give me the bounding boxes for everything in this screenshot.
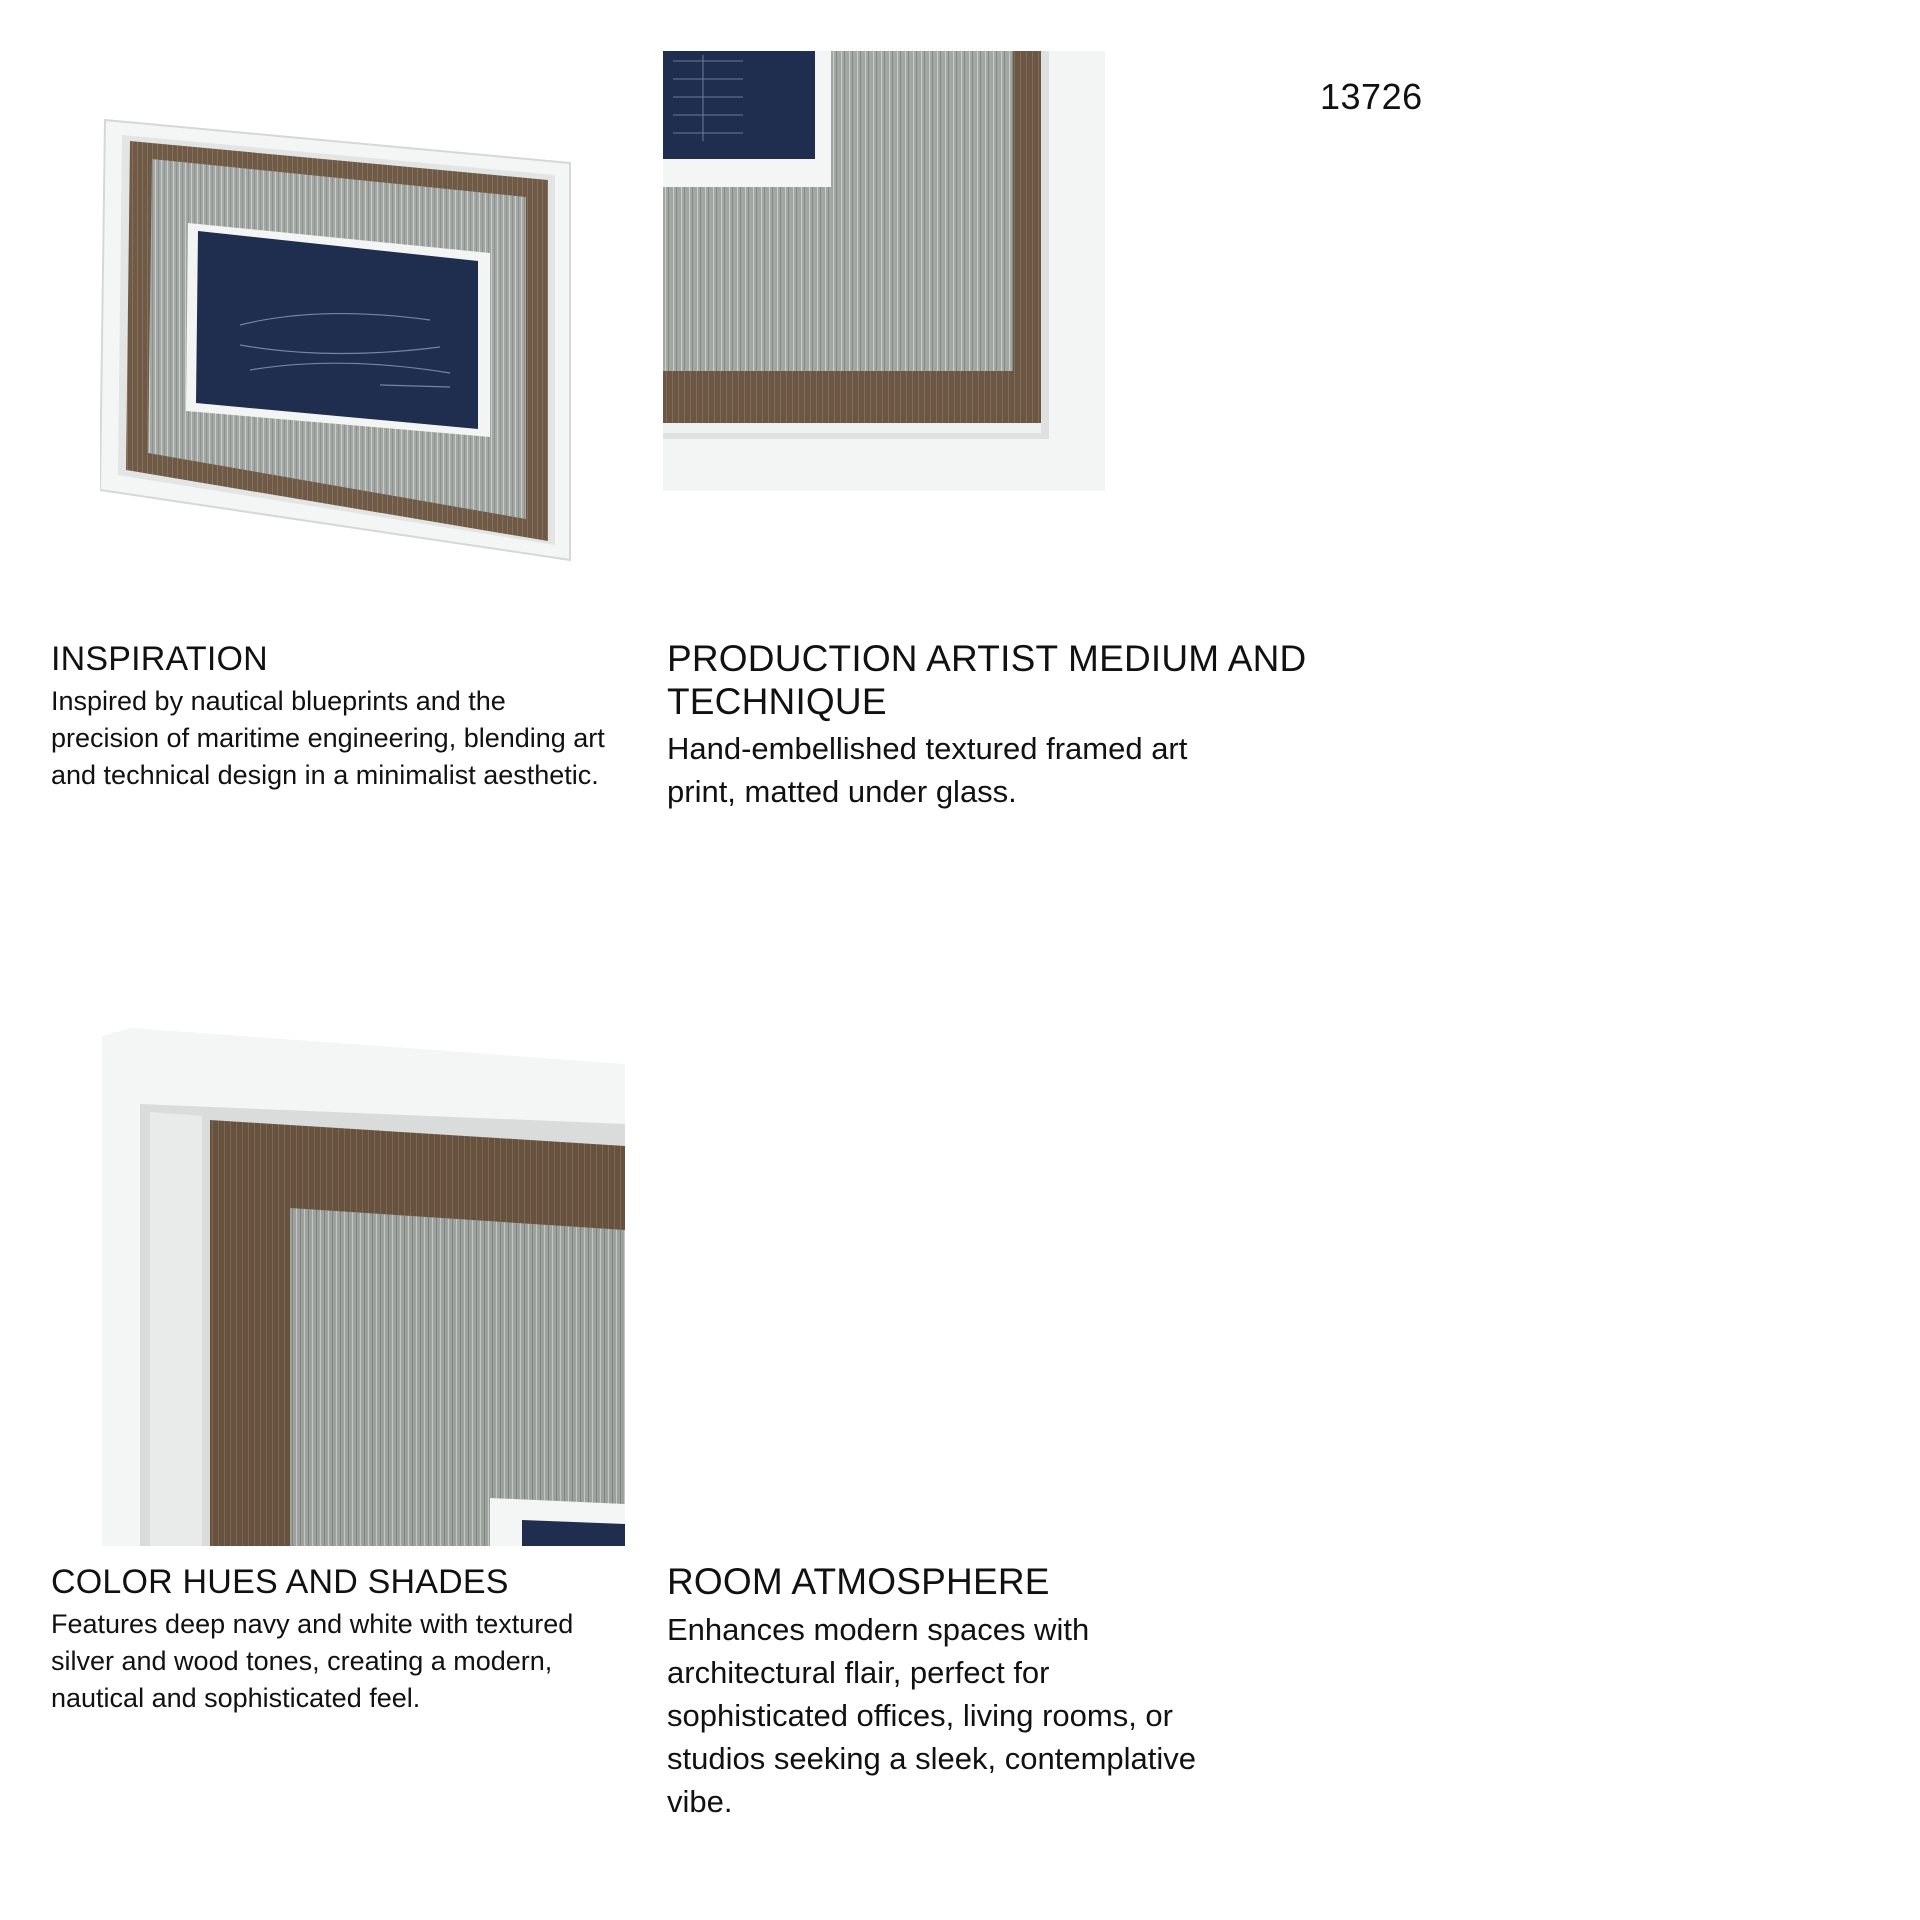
- production-heading: PRODUCTION ARTIST MEDIUM AND TECHNIQUE: [667, 638, 1307, 722]
- frame-corner-closeup-photo: [663, 51, 1105, 491]
- color-heading: COLOR HUES AND SHADES: [51, 1563, 509, 1601]
- inspiration-body: Inspired by nautical blueprints and the precision of maritime engineering, blending art and technical design in a minimalist aesthetic.: [51, 686, 605, 791]
- frame-top-corner-closeup-photo: [102, 1028, 625, 1546]
- framed-art-photo: [100, 115, 580, 565]
- production-section: [667, 638, 1487, 813]
- product-sku: 13726: [1320, 76, 1423, 117]
- production-body: Hand-embellished textured framed art print, matted under glass.: [667, 731, 1188, 810]
- color-section: [51, 1563, 611, 1717]
- room-heading: ROOM ATMOSPHERE: [667, 1561, 1050, 1602]
- room-section: [667, 1561, 1227, 1823]
- inspiration-section: [51, 640, 611, 794]
- room-body: Enhances modern spaces with architectural flair, perfect for sophisticated offices, living rooms, or studios seeking a sleek, contemplative vibe.: [667, 1611, 1197, 1819]
- inspiration-heading: INSPIRATION: [51, 640, 268, 678]
- color-body: Features deep navy and white with textured silver and wood tones, creating a modern, nautical and sophisticated feel.: [51, 1609, 574, 1714]
